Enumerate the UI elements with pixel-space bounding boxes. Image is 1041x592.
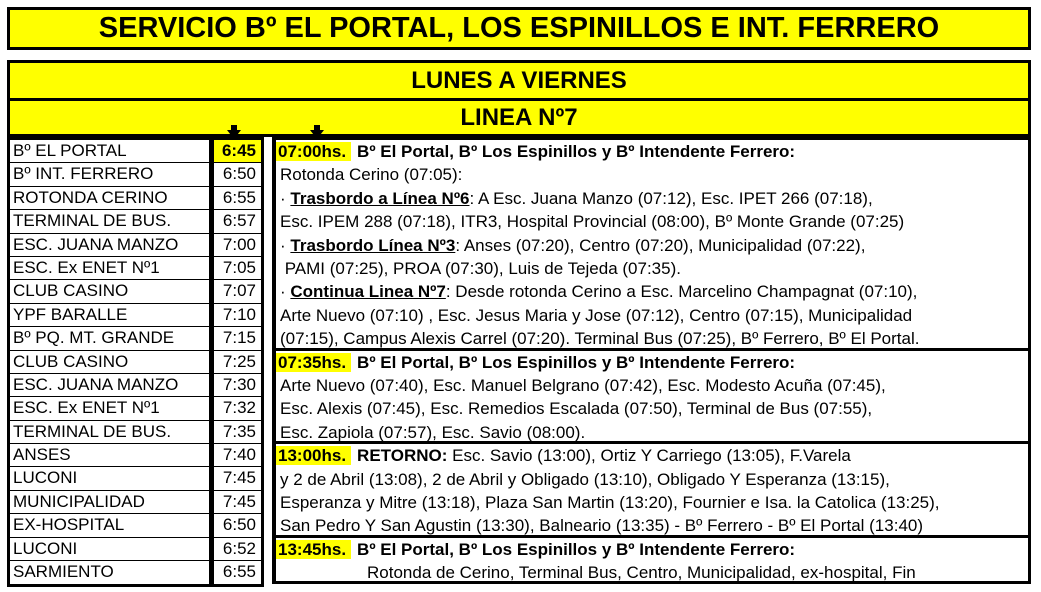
- transfer-heading: Continua Linea Nº7: [290, 282, 446, 302]
- stop-time: 7:10: [213, 304, 261, 326]
- route-line: [280, 397, 1028, 420]
- stop-name: MUNICIPALIDAD: [10, 491, 209, 513]
- table-row: [10, 327, 261, 350]
- table-row: [10, 304, 261, 327]
- route-text: PAMI (07:25), PROA (07:30), Luis de Tejeda (07:35).: [280, 258, 681, 278]
- stop-time: 6:55: [213, 561, 261, 584]
- table-row: [10, 491, 261, 514]
- stop-name: TERMINAL DE BUS.: [10, 210, 209, 232]
- page-title: SERVICIO Bº EL PORTAL, LOS ESPINILLOS E INT. FERRERO: [7, 7, 1031, 50]
- stops-table: [7, 137, 264, 587]
- route-line: [280, 140, 1028, 163]
- route-line: [280, 514, 1028, 537]
- route-text: ·: [280, 188, 291, 208]
- route-line: [280, 468, 1028, 491]
- route-line: [280, 187, 1028, 210]
- route-text: Bº El Portal, Bº Los Espinillos y Bº Intendente Ferrero:: [357, 142, 796, 161]
- stop-name: EX-HOSPITAL: [10, 514, 209, 536]
- stop-name: CLUB CASINO: [10, 280, 209, 302]
- table-row: [10, 163, 261, 186]
- stop-time: 6:55: [213, 187, 261, 209]
- stop-time: 6:50: [213, 514, 261, 536]
- transfer-heading: Trasbordo a Línea Nº6: [290, 188, 470, 208]
- stop-name: ANSES: [10, 444, 209, 466]
- route-text: Bº El Portal, Bº Los Espinillos y Bº Intendente Ferrero:: [357, 539, 796, 559]
- route-text: : Desde rotonda Cerino a Esc. Marcelino Champagnat (07:10),: [445, 282, 918, 302]
- stop-time: 7:45: [213, 491, 261, 513]
- table-row: [10, 351, 261, 374]
- route-text: San Pedro Y San Agustin (13:30), Balneario (13:35) - Bº Ferrero - Bº El Portal (13:40): [280, 516, 924, 536]
- days-label: LUNES A VIERNES: [411, 66, 627, 94]
- route-line: [280, 421, 1028, 444]
- table-row: [10, 280, 261, 303]
- departure-time: 07:35hs.: [276, 353, 351, 372]
- line-label: LINEA Nº7: [10, 98, 1028, 134]
- stop-time: 7:35: [213, 421, 261, 443]
- route-section: [276, 140, 1028, 351]
- table-row: [10, 397, 261, 420]
- stop-time: 6:50: [213, 163, 261, 185]
- route-text: Bº El Portal, Bº Los Espinillos y Bº Intendente Ferrero:: [357, 352, 796, 372]
- route-line: [280, 351, 1028, 374]
- route-descriptions: [272, 137, 1031, 584]
- stop-name: ESC. Ex ENET Nº1: [10, 397, 209, 419]
- stop-time: 7:05: [213, 257, 261, 279]
- route-text: ·: [280, 282, 291, 302]
- table-row: [10, 467, 261, 490]
- stop-name: ESC. Ex ENET Nº1: [10, 257, 209, 279]
- stop-name: Bº INT. FERRERO: [10, 163, 209, 185]
- route-text: Rotonda Cerino (07:05):: [280, 165, 463, 185]
- schedule-header: [7, 60, 1031, 137]
- stop-time: 6:52: [213, 538, 261, 560]
- route-line: [280, 327, 1028, 350]
- table-row: [10, 140, 261, 163]
- table-row: [10, 561, 261, 584]
- stop-name: CLUB CASINO: [10, 351, 209, 373]
- route-section: [276, 444, 1028, 538]
- route-text: (07:15), Campus Alexis Carrel (07:20). Terminal Bus (07:25), Bº Ferrero, Bº El Portal.: [280, 329, 920, 349]
- stop-name: Bº EL PORTAL: [10, 140, 209, 162]
- table-row: [10, 538, 261, 561]
- route-line: [280, 561, 1028, 584]
- route-text: : Anses (07:20), Centro (07:20), Municipalidad (07:22),: [455, 235, 866, 255]
- departure-time: 13:45hs.: [276, 540, 351, 559]
- stop-time: 7:30: [213, 374, 261, 396]
- route-text: Esc. Savio (13:00), Ortiz Y Carriego (13:05), F.Varela: [447, 446, 851, 466]
- route-line: [280, 210, 1028, 233]
- route-text: Esc. Zapiola (07:57), Esc. Savio (08:00).: [280, 422, 586, 442]
- route-text: Rotonda de Cerino, Terminal Bus, Centro, Municipalidad, ex-hospital, Fin: [367, 563, 916, 583]
- stop-name: SARMIENTO: [10, 561, 209, 584]
- route-line: [280, 444, 1028, 467]
- table-row: [10, 234, 261, 257]
- route-line: [280, 163, 1028, 186]
- stop-name: LUCONI: [10, 538, 209, 560]
- stop-time: 6:45: [213, 140, 261, 162]
- table-row: [10, 257, 261, 280]
- route-text: Arte Nuevo (07:10) , Esc. Jesus Maria y Jose (07:12), Centro (07:15), Municipalidad: [280, 305, 913, 325]
- departure-time: 07:00hs.: [276, 142, 351, 161]
- route-line: [280, 257, 1028, 280]
- stop-name: LUCONI: [10, 467, 209, 489]
- stop-time: 7:00: [213, 234, 261, 256]
- stop-time: 7:25: [213, 351, 261, 373]
- route-line: [280, 538, 1028, 561]
- stop-name: Bº PQ. MT. GRANDE: [10, 327, 209, 349]
- route-line: [280, 280, 1028, 303]
- table-row: [10, 514, 261, 537]
- transfer-heading: Trasbordo Línea Nº3: [290, 235, 456, 255]
- route-text: RETORNO:: [357, 446, 448, 466]
- route-section: [276, 351, 1028, 445]
- stop-time: 6:57: [213, 210, 261, 232]
- route-text: ·: [280, 235, 291, 255]
- stop-name: ROTONDA CERINO: [10, 187, 209, 209]
- stop-time: 7:32: [213, 397, 261, 419]
- route-section: [276, 538, 1028, 585]
- route-line: [280, 491, 1028, 514]
- stop-time: 7:07: [213, 280, 261, 302]
- stop-name: TERMINAL DE BUS.: [10, 421, 209, 443]
- route-text: y 2 de Abril (13:08), 2 de Abril y Obligado (13:10), Obligado Y Esperanza (13:15),: [280, 469, 890, 489]
- table-row: [10, 444, 261, 467]
- route-text: Esc. IPEM 288 (07:18), ITR3, Hospital Provincial (08:00), Bº Monte Grande (07:25): [280, 212, 905, 232]
- route-text: Arte Nuevo (07:40), Esc. Manuel Belgrano (07:42), Esc. Modesto Acuña (07:45),: [280, 375, 886, 395]
- route-line: [280, 304, 1028, 327]
- stop-name: ESC. JUANA MANZO: [10, 234, 209, 256]
- table-row: [10, 210, 261, 233]
- stop-name: ESC. JUANA MANZO: [10, 374, 209, 396]
- stop-name: YPF BARALLE: [10, 304, 209, 326]
- route-line: [280, 234, 1028, 257]
- route-line: [280, 374, 1028, 397]
- stop-time: 7:45: [213, 467, 261, 489]
- route-text: Esperanza y Mitre (13:18), Plaza San Martin (13:20), Fournier e Isa. la Catolica (13:25),: [280, 492, 940, 512]
- departure-time: 13:00hs.: [276, 446, 351, 465]
- route-text: Esc. Alexis (07:45), Esc. Remedios Escalada (07:50), Terminal de Bus (07:55),: [280, 399, 873, 419]
- table-row: [10, 374, 261, 397]
- table-row: [10, 421, 261, 444]
- stop-time: 7:40: [213, 444, 261, 466]
- stop-time: 7:15: [213, 327, 261, 349]
- table-row: [10, 187, 261, 210]
- route-text: : A Esc. Juana Manzo (07:12), Esc. IPET 266 (07:18),: [469, 188, 873, 208]
